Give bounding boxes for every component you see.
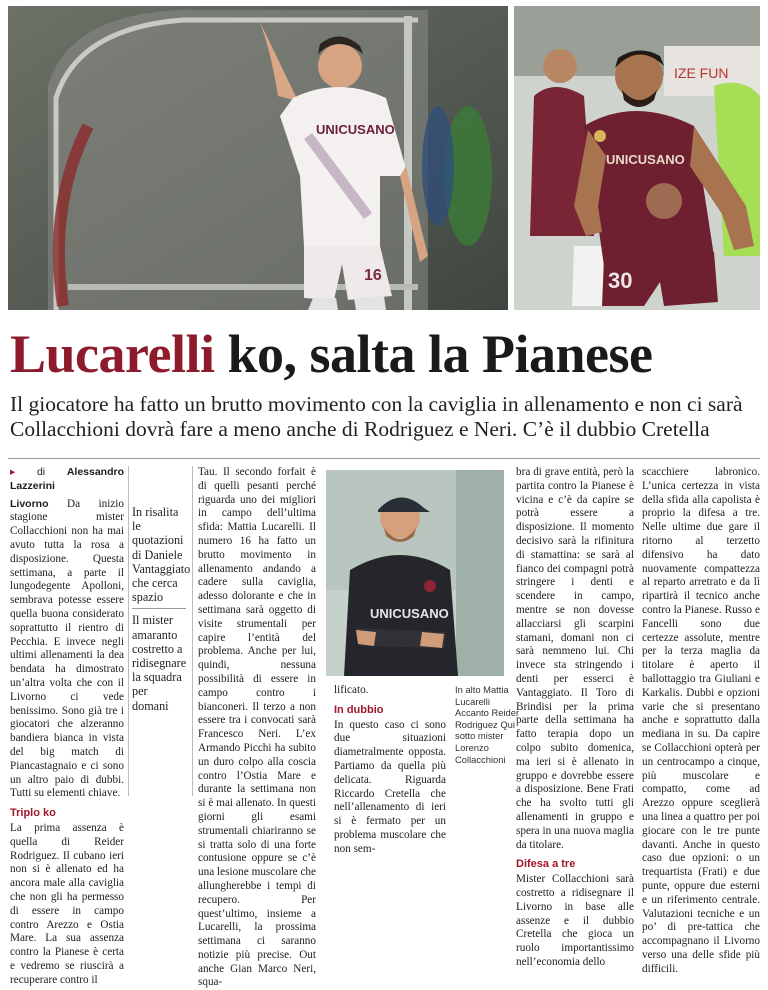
- subheadline: [10, 392, 760, 442]
- pull-quote-2: Il mister amaranto costretto a ridisegnare la squadra per domani: [132, 613, 187, 713]
- dateline: Livorno: [10, 497, 49, 510]
- svg-text:UNICUSANO: UNICUSANO: [370, 606, 449, 621]
- article-column-6: [642, 466, 760, 976]
- svg-text:UNICUSANO: UNICUSANO: [316, 122, 395, 137]
- paragraph-text: Da inizio stagione mister Collacchioni non ha mai avuto tutta la rosa a disposizione. Questa settimana, a parte il lungodegente Apolloni, sembrava potesse essere quella buona considerato soprattutto il rientro di Pecchia. E invece negli ultimi allenamenti la dea bendata ha dimostrato un’altra volta che con il Livorno ci vede benissimo. Sono già tre i giocatori che alzeranno bandiera bianca in vista del big match di Piancastagnaio e ci sono un altro paio di dubbi. Tutti su elementi chiave.: [10, 497, 124, 800]
- svg-text:30: 30: [608, 268, 633, 293]
- article-column-5: [516, 466, 634, 970]
- headline-rest: ko, salta la Pianese: [227, 324, 653, 384]
- column-rule: [192, 466, 193, 796]
- pull-quotes: [132, 505, 191, 713]
- paragraph: [10, 498, 124, 802]
- photo-collacchioni-image: [326, 470, 504, 676]
- svg-text:16: 16: [364, 267, 382, 284]
- paragraph: Mister Collacchioni sarà costretto a ridisegnare il Livorno in base alle assenze e il dubbio Cretella che gioca un ruolo importantissimo nell’economia dello: [516, 873, 634, 968]
- byline-marker-icon: ▸: [10, 466, 16, 478]
- paragraph: Tau. Il secondo forfait è di quelli pesanti perché riguarda uno dei migliori in campo dell’ultima sfida: Mattia Lucarelli. Il numero 16 ha fatto un brutto movimento in allenamento andando a cadere sulla caviglia, adesso dolorante e che in settimana sarà oggetto di visite strumentali per capire l’entità del problema. Anche per lui, quindi, nessuna possibilità di essere in campo contro i bianconeri. Il terzo a non essere tra i convocati sarà Francesco Neri. L’ex Armando Picchi ha subito un duro colpo alla coscia contro l’Ostia Mare e durante la settimana non si è mai allenato. In questi giorni gli esami strumentali chiariranno se si tratta solo di una forte contusione oppure se c’è una lesione muscolare che allungherebbe i tempi di recupero. Per quest’ultimo, insieme a Lucarelli, la prossima settimana ci saranno notizie più precise. Out anche Gian Marco Neri, squa-: [198, 466, 316, 989]
- subheading-difesa-a-tre: Difesa a tre: [516, 858, 576, 871]
- headline-highlight: Lucarelli: [10, 324, 215, 384]
- article-column-4: [334, 684, 446, 857]
- article-column-1: [10, 466, 124, 987]
- paragraph: bra di grave entità, però la partita contro la Pianese è vicina e c’è da capire se potrà essere a disposizione. Il momento decisivo sarà la rifinitura di stamattina: se sarà al fianco dei compagni potrà stringere i denti e scendere in campo, mentre se non dovesse allacciarsi gli scarpini stamani, domani non ci sarà nemmeno lui. Chi invece sta stringendo i denti per esserci è Vantaggiato. Il Toro di Brindisi per la prima parte della settimana ha fatto terapia dopo un colpo subito domenica, ma ieri si è allenato in gruppo e dovrebbe essere a disposizione. Bene Frati che ha svolto tutti gli allenamenti in gruppo e spera in una nuova maglia da titolare.: [516, 466, 634, 851]
- photo-rodriguez: [514, 6, 760, 310]
- paragraph: lificato.: [334, 684, 369, 696]
- photo-lucarelli-image: [8, 6, 508, 310]
- article-column-3: [198, 466, 316, 990]
- pull-quote-divider: [132, 608, 186, 609]
- byline-prefix: di: [36, 466, 46, 478]
- photo-rodriguez-image: [514, 6, 760, 310]
- subheadline-line-2: Collacchioni dovrà fare a meno anche di Rodriguez e Neri. C’è il dubbio Cretella: [10, 417, 710, 441]
- subheadline-line-1: Il giocatore ha fatto un brutto movimento con la caviglia in allenamento e non ci sarà: [10, 392, 743, 416]
- paragraph: scacchiere labronico. L’unica certezza in vista della sfida alla capolista è proprio la difesa a tre. Nelle ultime due gare il ritorno al terzetto difensivo ha dato nuovamente compattezza al reparto arretrato e da lì ripartirà il tecnico anche contro la Pianese. Russo e Fancelli sono due certezze assolute, mentre per la terza maglia da titolare è aperto il ballottaggio tra Giuliani e Karkalis. Dubbi e opzioni varie che si presentano anche e soprattutto dalla mediana in su. Da capire se Collacchioni opterà per un centrocampo a cinque, più muscolare e compatto, come ad Arezzo oppure sceglierà una linea a quattro per poi giocare con le tre punte davanti. Anche in questo caso due opzioni: o un trequartista (Frati) e due punte, oppure due esterni e un riferimento centrale. Valutazioni tecniche e un po’ di pre-tattica che accompagnano il Livorno verso una delle sfide più difficili.: [642, 466, 760, 975]
- svg-text:IZE FUN: IZE FUN: [674, 65, 729, 81]
- subheading-in-dubbio: In dubbio: [334, 703, 384, 716]
- photo-lucarelli: [8, 6, 508, 310]
- paragraph: In questo caso ci sono due situazioni diametralmente opposta. Partiamo da quella più delicata. Riguarda Riccardo Cretella che nell’allenamento di ieri si è fermato per un problema muscolare che non sem-: [334, 718, 446, 855]
- svg-text:UNICUSANO: UNICUSANO: [606, 152, 685, 167]
- byline-author: Alessandro Lazzerini: [10, 466, 124, 492]
- photo-collacchioni: [326, 470, 504, 676]
- pull-quote-1: In risalita le quotazioni di Daniele Vantaggiato che cerca spazio: [132, 505, 191, 605]
- column-rule: [128, 466, 129, 796]
- subheading-triplo-ko: Triplo ko: [10, 807, 56, 820]
- paragraph: La prima assenza è quella di Reider Rodriguez. Il cubano ieri non si è allenato ed ha ancora male alla caviglia che non gli ha permesso di essere in campo contro Arezzo e Ostia Mare. La sua assenza contro la Pianese è certa e vedremo se riuscirà a recuperare contro il: [10, 821, 124, 986]
- headline: [10, 322, 760, 386]
- byline: [10, 466, 124, 494]
- deck-divider: [8, 458, 760, 459]
- photo-caption: In alto Mattia Lucarelli Accanto Reider Rodriguez Qui sotto mister Lorenzo Collacchioni: [455, 684, 520, 765]
